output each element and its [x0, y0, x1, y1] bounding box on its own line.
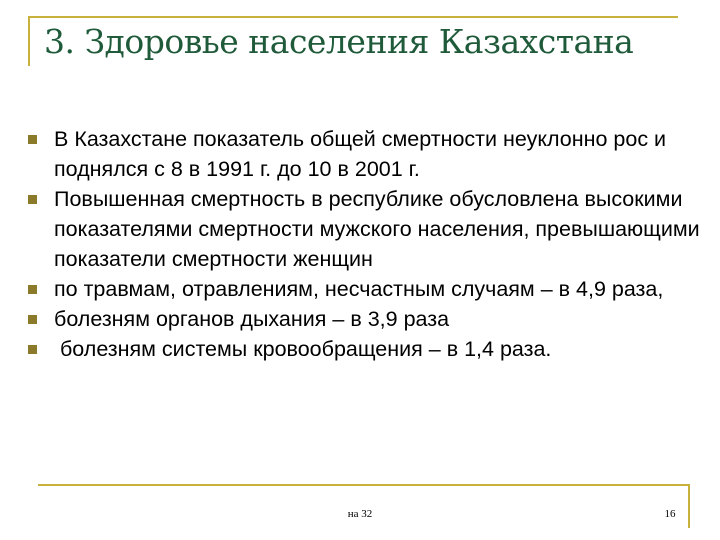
bullet-text: болезням системы кровообращения – в 1,4 раза.: [54, 337, 552, 361]
bullet-text: В Казахстане показатель общей смертности неуклонно рос и поднялся с 8 в 1991 г. до 10 в 2001 г.: [54, 127, 667, 181]
bullet-list: [22, 124, 712, 364]
bullet-item: [22, 184, 712, 274]
bullet-item: [22, 274, 712, 304]
page-number: 16: [664, 508, 676, 520]
bullet-text: по травмам, отравлениям, несчастным случаям – в 4,9 раза,: [54, 277, 664, 301]
bullet-item: [22, 304, 712, 334]
bullet-item: [22, 124, 712, 184]
bullet-text: Повышенная смертность в республике обусловлена высокими показателями смертности мужского населения, превышающими показатели смертности женщин: [54, 187, 700, 271]
frame-top-line: [28, 16, 678, 18]
square-bullet-icon: [28, 345, 37, 354]
slide-title: 3. Здоровье населения Казахстана: [44, 22, 634, 61]
bullet-item: [22, 334, 712, 364]
square-bullet-icon: [28, 285, 37, 294]
frame-left-line: [28, 16, 30, 66]
frame-right-line: [688, 484, 690, 528]
frame-bottom-line: [38, 484, 688, 486]
square-bullet-icon: [28, 135, 37, 144]
square-bullet-icon: [28, 315, 37, 324]
square-bullet-icon: [28, 195, 37, 204]
bullet-text: болезням органов дыхания – в 3,9 раза: [54, 307, 450, 331]
footer-center-text: на 32: [347, 508, 373, 520]
